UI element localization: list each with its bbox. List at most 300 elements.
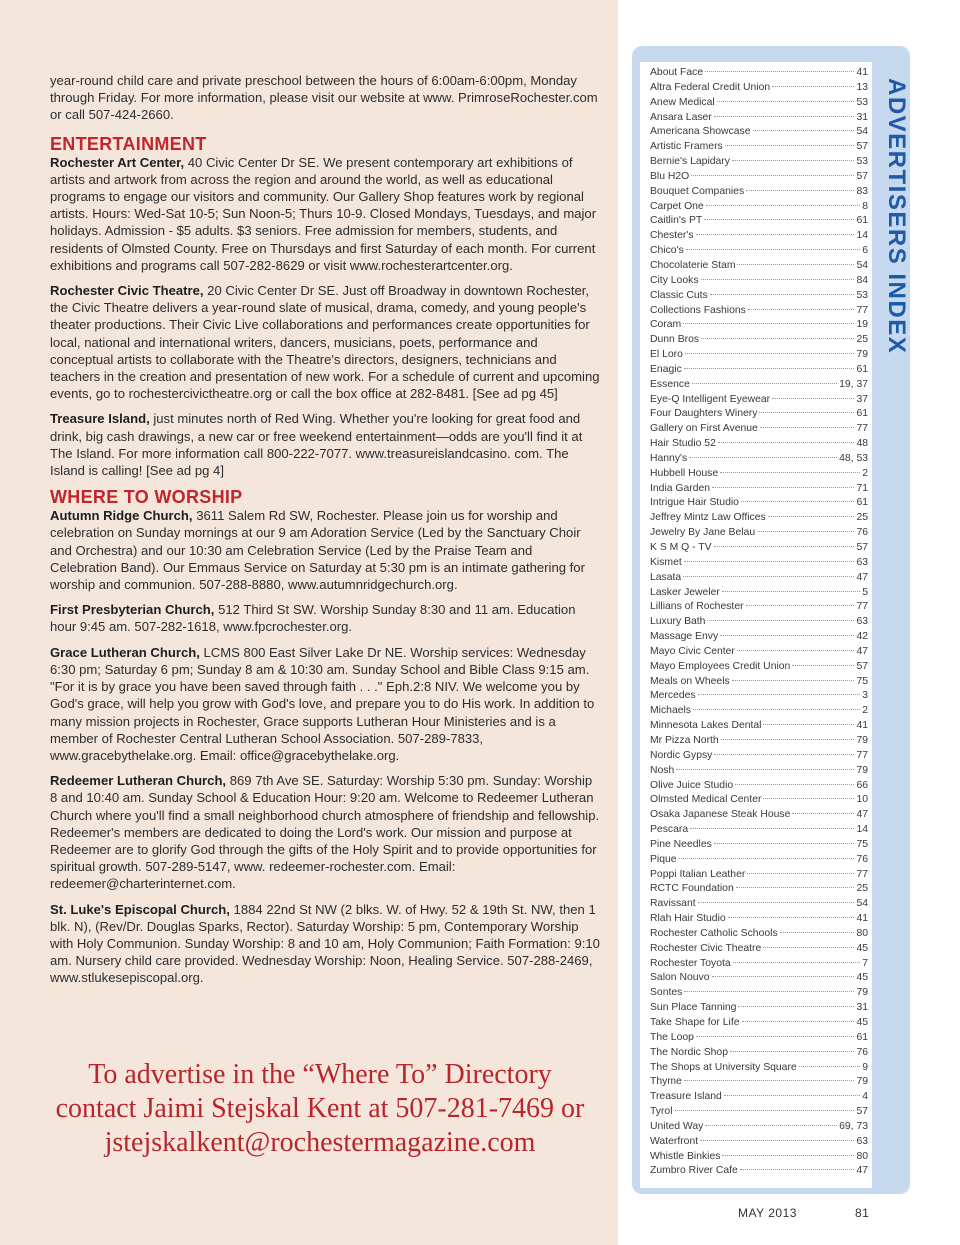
index-leader-dots: [689, 457, 837, 458]
listing-text: 512 Third St SW. Worship Sunday 8:30 and 11 am. Education hour 9:45 am. 507-282-1618, www.fpcrochester.org.: [50, 602, 576, 635]
index-entry: [650, 511, 868, 526]
index-entry: [650, 823, 868, 838]
index-leader-dots: [705, 71, 854, 72]
index-leader-dots: [683, 576, 854, 577]
index-leader-dots: [741, 501, 854, 502]
index-entry: [650, 526, 868, 541]
index-entry-name: Chester's: [650, 230, 694, 242]
index-leader-dots: [712, 976, 855, 977]
index-entry: [650, 81, 868, 96]
index-leader-dots: [721, 739, 855, 740]
index-entry-name: Take Shape for Life: [650, 1017, 740, 1028]
index-entry-page: 79: [856, 764, 868, 776]
index-leader-dots: [733, 962, 861, 963]
index-leader-dots: [707, 620, 854, 621]
index-entry-name: Classic Cuts: [650, 289, 708, 301]
index-leader-dots: [676, 769, 854, 770]
index-entry-page: 77: [856, 601, 868, 613]
index-entry-name: Rochester Toyota: [650, 957, 731, 969]
index-entry-name: Rochester Catholic Schools: [650, 927, 778, 939]
index-leader-dots: [792, 813, 854, 814]
index-entry-name: Jeffrey Mintz Law Offices: [650, 512, 766, 524]
index-leader-dots: [705, 1125, 837, 1126]
index-leader-dots: [792, 665, 854, 666]
index-leader-dots: [753, 130, 855, 131]
index-entry: [650, 615, 868, 630]
index-entry-page: 4: [862, 1091, 868, 1103]
index-entry-page: 45: [856, 942, 868, 954]
index-entry-page: 80: [856, 927, 868, 939]
index-entry-name: Rlah Hair Studio: [650, 913, 726, 925]
index-entry: [650, 1105, 868, 1120]
index-entry-name: Salon Nouvo: [650, 972, 710, 984]
index-entry-name: Kismet: [650, 556, 682, 568]
index-entry: [650, 1120, 868, 1135]
index-entry: [650, 393, 868, 408]
listing-text: 3611 Salem Rd SW, Rochester. Please join us for worship and celebration on Sunday mornings at our 9 am Adoration Service (Led by the Sanctuary Choir and Orchestra) and our 10:30 am Celebration Service (Led by the Praise Team and Celebration Band). Our Emmaus Service on Saturday at 5:30 pm is an intimate gathering for worship and communion. 507-288-8880, www.autumnridgechurch.org.: [50, 508, 585, 593]
index-entry: [650, 170, 868, 185]
index-entry: [650, 437, 868, 452]
index-entry-name: Caitlin's PT: [650, 215, 703, 227]
index-entry: [650, 1001, 868, 1016]
index-entry-page: 61: [856, 497, 868, 509]
index-entry: [650, 971, 868, 986]
index-leader-dots: [710, 294, 855, 295]
issue-date: MAY 2013: [738, 1206, 797, 1220]
index-entry-page: 57: [856, 542, 868, 553]
index-entry-page: 5: [862, 586, 868, 598]
index-entry: [650, 125, 868, 140]
index-entry-name: Carpet One: [650, 200, 704, 212]
index-entry-page: 61: [856, 363, 868, 375]
index-leader-dots: [722, 591, 860, 592]
index-leader-dots: [701, 279, 855, 280]
index-entry-page: 47: [856, 645, 868, 657]
index-entry-page: 84: [856, 274, 868, 286]
index-entry-page: 57: [856, 660, 868, 672]
index-entry-name: Mayo Employees Credit Union: [650, 660, 791, 672]
listing-name: Redeemer Lutheran Church,: [50, 773, 227, 789]
index-entry-page: 19: [856, 319, 868, 331]
index-leader-dots: [757, 531, 854, 532]
directory-content: [50, 72, 602, 995]
index-leader-dots: [712, 487, 854, 488]
index-entry-name: Treasure Island: [650, 1091, 722, 1103]
index-entry: [650, 600, 868, 615]
index-entry-name: El Loro: [650, 349, 683, 361]
index-entry: [650, 1075, 868, 1090]
index-entry: [650, 793, 868, 808]
index-leader-dots: [675, 1110, 855, 1111]
index-leader-dots: [683, 323, 854, 324]
listing-text: 40 Civic Center Dr SE. We present contemporary art exhibitions of artists and artwork from across the region and around the world, as well as educational programs to engage our visitors and community. Our Gallery Shop features work by regional artists. Hours: Wed-Sat 10-5; Sun Noon-5; Thurs 10-9. Closed Mondays, Tuesdays, and major holidays. Admission - $5 adults. $3 seniors. Free admission for members, students, and residents of Olmsted County. Free on Thursdays and first Saturday of each month. For current exhibitions and programs call 507-282-8629 or visit www.rochesterartcenter.org.: [50, 154, 597, 273]
index-entry-page: 53: [856, 96, 868, 108]
index-entry-name: Four Daughters Winery: [650, 408, 758, 420]
index-entry-page: 31: [856, 1002, 868, 1014]
index-entry-page: 61: [856, 408, 868, 420]
intro-paragraph: year-round child care and private preschool between the hours of 6:00am-6:00pm, Monday through Friday. For more information, please visit our website at www. PrimroseRochester.com or call 507-424-2660.: [50, 73, 598, 123]
listing-entry: [50, 772, 602, 892]
index-entry: [650, 259, 868, 274]
index-entry: [650, 140, 868, 155]
index-entry: [650, 1061, 868, 1076]
index-entry: [650, 1164, 868, 1179]
index-entry-page: 25: [856, 334, 868, 346]
index-entry-page: 57: [856, 1106, 868, 1118]
index-entry: [650, 704, 868, 719]
index-entry: [650, 645, 868, 660]
index-entry: [650, 853, 868, 868]
listing-name: St. Luke's Episcopal Church,: [50, 901, 230, 917]
index-entry-name: Minnesota Lakes Dental: [650, 720, 762, 732]
index-entry-name: Massage Envy: [650, 631, 719, 643]
index-entry-page: 63: [856, 1135, 868, 1147]
index-entry: [650, 348, 868, 363]
index-leader-dots: [718, 442, 855, 443]
index-leader-dots: [759, 412, 854, 413]
index-entry-name: Americana Showcase: [650, 126, 751, 138]
index-entry-name: Bernie's Lapidary: [650, 156, 730, 168]
listing-name: Treasure Island,: [50, 411, 150, 427]
listing-entry: [50, 601, 602, 635]
index-entry-name: Gallery on First Avenue: [650, 423, 758, 435]
index-entry: [650, 749, 868, 764]
index-entry-name: Osaka Japanese Steak House: [650, 809, 791, 821]
index-entry-name: Altra Federal Credit Union: [650, 81, 771, 93]
index-entry-page: 77: [856, 749, 868, 761]
index-entry-name: Chico's: [650, 245, 684, 257]
index-entry: [650, 764, 868, 779]
index-leader-dots: [717, 101, 855, 102]
index-entry-name: Dunn Bros: [650, 334, 700, 346]
index-entry-name: Mercedes: [650, 690, 696, 702]
index-leader-dots: [748, 309, 855, 310]
index-entry-page: 69, 73: [839, 1120, 868, 1132]
index-entry-page: 9: [862, 1061, 868, 1073]
index-leader-dots: [720, 472, 860, 473]
index-entry: [650, 868, 868, 883]
index-entry: [650, 689, 868, 704]
index-leader-dots: [735, 784, 854, 785]
index-leader-dots: [737, 264, 854, 265]
index-entry-name: Olmsted Medical Center: [650, 794, 762, 806]
index-entry: [650, 556, 868, 571]
index-entry: [650, 467, 868, 482]
index-entry-name: Chocolaterie Stam: [650, 259, 736, 271]
index-entry-page: 6: [862, 245, 868, 257]
index-entry-page: 41: [856, 720, 868, 732]
index-entry-name: Bouquet Companies: [650, 185, 745, 197]
index-entry-page: 79: [856, 1076, 868, 1088]
index-entry-page: 2: [862, 705, 868, 717]
index-entry-page: 57: [856, 141, 868, 153]
index-leader-dots: [780, 932, 855, 933]
index-leader-dots: [704, 219, 854, 220]
index-entry-name: Whistle Binkies: [650, 1150, 721, 1162]
index-entry-name: Artistic Framers: [650, 141, 723, 153]
index-entry-page: 75: [856, 838, 868, 850]
index-entry-name: The Shops at University Square: [650, 1061, 797, 1073]
section-worship: [50, 487, 602, 986]
index-entry-name: Eye-Q Intelligent Eyewear: [650, 393, 771, 405]
index-entry-name: Sontes: [650, 987, 683, 999]
index-entry-page: 42: [856, 631, 868, 643]
index-entry: [650, 927, 868, 942]
index-entry-name: Luxury Bath: [650, 616, 706, 628]
index-leader-dots: [738, 1006, 854, 1007]
index-entry: [650, 1031, 868, 1046]
index-leader-dots: [772, 86, 854, 87]
index-entry: [650, 155, 868, 170]
index-leader-dots: [746, 190, 854, 191]
index-entry-page: 54: [856, 898, 868, 910]
index-leader-dots: [690, 828, 854, 829]
index-entry: [650, 571, 868, 586]
index-entry-page: 3: [862, 690, 868, 702]
advertise-line: To advertise in the “Where To” Directory: [88, 1059, 552, 1090]
index-entry: [650, 244, 868, 259]
index-leader-dots: [706, 205, 861, 206]
index-entry: [650, 229, 868, 244]
index-leader-dots: [720, 635, 854, 636]
index-leader-dots: [725, 145, 855, 146]
index-entry: [650, 422, 868, 437]
index-leader-dots: [736, 887, 855, 888]
advertise-line: contact Jaimi Stejskal Kent at 507-281-7469 or: [55, 1093, 585, 1124]
index-entry-page: 77: [856, 423, 868, 435]
index-entry-page: 66: [856, 779, 868, 791]
listing-name: Grace Lutheran Church,: [50, 644, 200, 660]
index-entry-page: 45: [856, 1017, 868, 1028]
index-entry-page: 57: [856, 170, 868, 182]
index-entry-name: Nosh: [650, 764, 675, 776]
index-entry-name: Lillians of Rochester: [650, 601, 744, 613]
listing-entry: [50, 901, 602, 987]
index-leader-dots: [722, 1155, 854, 1156]
index-entry-name: Enagic: [650, 363, 682, 375]
index-entry: [650, 912, 868, 927]
index-leader-dots: [685, 353, 855, 354]
index-entry-name: India Garden: [650, 482, 711, 494]
index-leader-dots: [747, 873, 854, 874]
index-entry: [650, 882, 868, 897]
index-leader-dots: [700, 1140, 854, 1141]
index-leader-dots: [698, 694, 861, 695]
index-entry-page: 41: [856, 913, 868, 925]
index-entry: [650, 586, 868, 601]
index-entry-page: 47: [856, 809, 868, 821]
index-entry-page: 53: [856, 289, 868, 301]
index-entry: [650, 407, 868, 422]
index-entry-page: 2: [862, 467, 868, 479]
index-entry-page: 76: [856, 853, 868, 865]
index-entry-page: 77: [856, 304, 868, 316]
index-leader-dots: [763, 947, 854, 948]
index-entry: [650, 96, 868, 111]
index-entry-name: RCTC Foundation: [650, 883, 734, 895]
index-entry: [650, 200, 868, 215]
index-entry-name: Collections Fashions: [650, 304, 746, 316]
listing-entry: [50, 644, 602, 764]
index-entry-name: Michaels: [650, 705, 691, 717]
index-entry-page: 79: [856, 349, 868, 361]
index-leader-dots: [799, 1066, 861, 1067]
index-entry-name: K S M Q - TV: [650, 542, 712, 553]
index-entry-name: About Face: [650, 67, 704, 78]
index-leader-dots: [740, 1169, 855, 1170]
listing-text: 20 Civic Center Dr SE. Just off Broadway in downtown Rochester, the Civic Theatre delivers a year-round slate of musical, drama, comedy, and young people's theater productions. Their Civic Live collaborations and performances create opportunities for local, national and international writers, dancers, musicians, poets, performance and conceptual artists to collaborate with the Theatre's directors, designers, technicians and teachers in the creation and presentation of new work. For a schedule of current and upcoming events, go to rochestercivictheatre.org or call the box office at 282-8481. [See ad pg 45]: [50, 283, 600, 402]
index-entry: [650, 482, 868, 497]
index-entry-name: Intrigue Hair Studio: [650, 497, 739, 509]
index-leader-dots: [730, 1051, 854, 1052]
index-entry-page: 76: [856, 527, 868, 539]
index-entry-name: Zumbro River Cafe: [650, 1165, 738, 1177]
index-leader-dots: [714, 546, 855, 547]
page-number: 81: [855, 1206, 870, 1220]
listing-entry: [50, 410, 602, 479]
index-entry-page: 71: [856, 482, 868, 494]
index-entry: [650, 541, 868, 556]
index-leader-dots: [693, 709, 860, 710]
index-entry: [650, 957, 868, 972]
index-leader-dots: [691, 175, 854, 176]
index-entry-name: Waterfront: [650, 1135, 699, 1147]
index-leader-dots: [714, 843, 855, 844]
index-entry: [650, 734, 868, 749]
index-leader-dots: [714, 116, 855, 117]
index-entry-name: Thyme: [650, 1076, 682, 1088]
index-entry-page: 37: [856, 393, 868, 405]
index-leader-dots: [763, 724, 854, 725]
index-entry-page: 54: [856, 126, 868, 138]
index-entry: [650, 719, 868, 734]
index-entry-page: 19, 37: [839, 378, 868, 390]
index-leader-dots: [684, 561, 855, 562]
index-entry-page: 63: [856, 556, 868, 568]
index-leader-dots: [679, 858, 855, 859]
index-entry-page: 53: [856, 156, 868, 168]
index-entry-name: The Nordic Shop: [650, 1046, 728, 1058]
index-entry-page: 48, 53: [839, 452, 868, 464]
index-leader-dots: [714, 754, 854, 755]
index-entry-page: 80: [856, 1150, 868, 1162]
index-entry: [650, 1090, 868, 1105]
index-entry-name: Pescara: [650, 824, 689, 836]
index-entry: [650, 452, 868, 467]
index-entry-name: Ansara Laser: [650, 111, 712, 123]
index-entry-name: Ravissant: [650, 898, 696, 910]
index-entry: [650, 838, 868, 853]
section-heading: WHERE TO WORSHIP: [50, 487, 243, 508]
listing-entry: [50, 282, 602, 402]
index-leader-dots: [772, 398, 854, 399]
index-entry-page: 83: [856, 185, 868, 197]
index-entry-page: 13: [856, 81, 868, 93]
advertise-email: jstejskalkent@rochestermagazine.com: [104, 1127, 536, 1158]
index-entry-name: Blu H2O: [650, 170, 690, 182]
index-entry-page: 31: [856, 111, 868, 123]
index-entry-page: 63: [856, 616, 868, 628]
index-entry-name: Pique: [650, 853, 677, 865]
index-entry: [650, 808, 868, 823]
index-entry-page: 10: [856, 794, 868, 806]
index-entry-name: Tyrol: [650, 1106, 673, 1118]
index-entry: [650, 214, 868, 229]
index-entry-page: 47: [856, 571, 868, 583]
index-entry-name: Meals on Wheels: [650, 675, 730, 687]
index-entry: [650, 274, 868, 289]
index-entry: [650, 111, 868, 126]
index-entry-name: The Loop: [650, 1031, 694, 1043]
listing-name: First Presbyterian Church,: [50, 602, 215, 618]
index-entry: [650, 942, 868, 957]
listing-name: Rochester Art Center,: [50, 154, 185, 170]
index-leader-dots: [742, 1021, 855, 1022]
index-leader-dots: [698, 902, 855, 903]
index-entry-name: Hair Studio 52: [650, 438, 716, 450]
index-leader-dots: [760, 427, 855, 428]
index-leader-dots: [768, 516, 855, 517]
listing-text: 1884 22nd St NW (2 blks. W. of Hwy. 52 & 19th St. NW, then 1 blk. N), (Rev/Dr. Douglas Sparks, Rector). Saturday Worship: 5 pm, Contemporary Worship with Holy Communion. Sunday Worship: 8 and 10 am, Holy Communion; Faith Formation: 9:10 am. Nursery child care provided. Wednesday Worship: Noon, Healing Service. 507-288-2469, www.stlukesepiscopal.org.: [50, 901, 600, 986]
index-entry-page: 8: [862, 200, 868, 212]
index-entry-name: Jewelry By Jane Belau: [650, 527, 756, 539]
index-entry: [650, 675, 868, 690]
index-entry: [650, 304, 868, 319]
index-entry: [650, 779, 868, 794]
index-entry: [650, 660, 868, 675]
index-entry: [650, 1046, 868, 1061]
index-leader-dots: [692, 383, 837, 384]
index-entry-page: 45: [856, 972, 868, 984]
index-entry-page: 48: [856, 438, 868, 450]
index-entry-page: 61: [856, 1031, 868, 1043]
index-entry-name: City Looks: [650, 274, 699, 286]
index-leader-dots: [701, 338, 854, 339]
index-entry-page: 41: [856, 67, 868, 78]
index-entry: [650, 318, 868, 333]
index-entry-name: Poppi Italian Leather: [650, 868, 746, 880]
index-entry-name: Hubbell House: [650, 467, 719, 479]
index-entry: [650, 66, 868, 81]
index-entry-page: 79: [856, 987, 868, 999]
advertise-notice: [40, 1058, 600, 1160]
index-entry-name: Hanny's: [650, 452, 688, 464]
index-entry-name: Lasker Jeweler: [650, 586, 720, 598]
index-entry: [650, 496, 868, 511]
index-entry-name: Pine Needles: [650, 838, 712, 850]
index-entry-name: Essence: [650, 378, 690, 390]
index-leader-dots: [684, 991, 854, 992]
index-leader-dots: [737, 650, 855, 651]
index-entry-name: United Way: [650, 1120, 704, 1132]
index-entry-page: 61: [856, 215, 868, 227]
index-entry-name: Sun Place Tanning: [650, 1002, 737, 1014]
index-entry: [650, 986, 868, 1001]
index-leader-dots: [732, 160, 854, 161]
index-entry-page: 14: [856, 824, 868, 836]
section-heading: ENTERTAINMENT: [50, 133, 207, 154]
index-entry-name: Mayo Civic Center: [650, 645, 735, 657]
index-entry: [650, 1150, 868, 1165]
listing-name: Rochester Civic Theatre,: [50, 283, 204, 299]
advertisers-index-list: [650, 66, 868, 1179]
index-entry-name: Olive Juice Studio: [650, 779, 734, 791]
listing-name: Autumn Ridge Church,: [50, 508, 193, 524]
index-entry: [650, 185, 868, 200]
index-leader-dots: [684, 1080, 855, 1081]
index-entry: [650, 289, 868, 304]
listing-text: just minutes north of Red Wing. Whether you're looking for great food and drink, big cash drawings, a new car or free weekend entertainment—odds are you'll find it at The Island. For more information call 800-222-7077. www.treasureislandcasino. com. The Island is calling! [See ad pg 4]: [50, 411, 583, 479]
